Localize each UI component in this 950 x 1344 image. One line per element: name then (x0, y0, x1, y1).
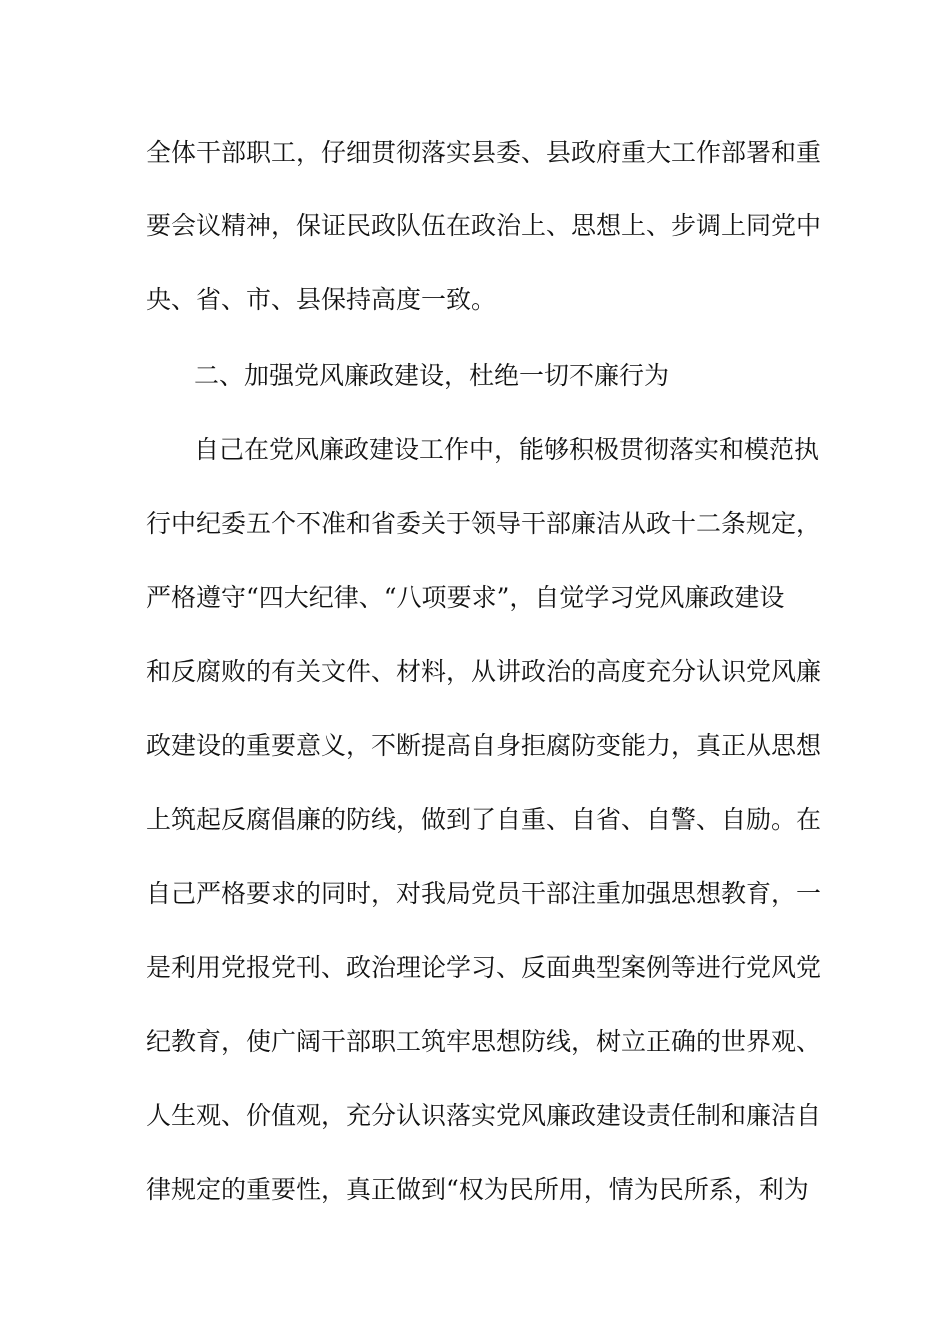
paragraph-line-10: 自己严格要求的同时，对我局党员干部注重加强思想教育，一 (146, 879, 822, 908)
paragraph-line-1: 全体干部职工，仔细贯彻落实县委、县政府重大工作部署和重 (146, 138, 822, 167)
paragraph-line-11: 是利用党报党刊、政治理论学习、反面典型案例等进行党风党 (146, 953, 822, 982)
paragraph-line-13: 人生观、价值观，充分认识落实党风廉政建设责任制和廉洁自 (146, 1101, 822, 1130)
paragraph-line-14: 律规定的重要性，真正做到“权为民所用，情为民所系，利为 (146, 1175, 809, 1204)
section-heading: 二、加强党风廉政建设，杜绝一切不廉行为 (194, 361, 670, 390)
paragraph-line-7: 和反腐败的有关文件、材料，从讲政治的高度充分认识党风廉 (146, 657, 822, 686)
paragraph-line-2: 要会议精神，保证民政队伍在政治上、思想上、步调上同党中 (146, 211, 822, 240)
paragraph-line-6: 严格遵守“四大纪律、“八项要求”，自觉学习党风廉政建设 (146, 583, 785, 612)
paragraph-line-9: 上筑起反腐倡廉的防线，做到了自重、自省、自警、自励。在 (146, 805, 822, 834)
paragraph-line-8: 政建设的重要意义，不断提高自身拒腐防变能力，真正从思想 (146, 731, 822, 760)
paragraph-line-3: 央、省、市、县保持高度一致。 (146, 285, 497, 314)
paragraph-line-5: 行中纪委五个不准和省委关于领导干部廉洁从政十二条规定， (146, 509, 822, 538)
paragraph-line-12: 纪教育，使广阔干部职工筑牢思想防线，树立正确的世界观、 (146, 1027, 822, 1056)
paragraph-line-4: 自己在党风廉政建设工作中，能够积极贯彻落实和模范执 (194, 435, 820, 464)
